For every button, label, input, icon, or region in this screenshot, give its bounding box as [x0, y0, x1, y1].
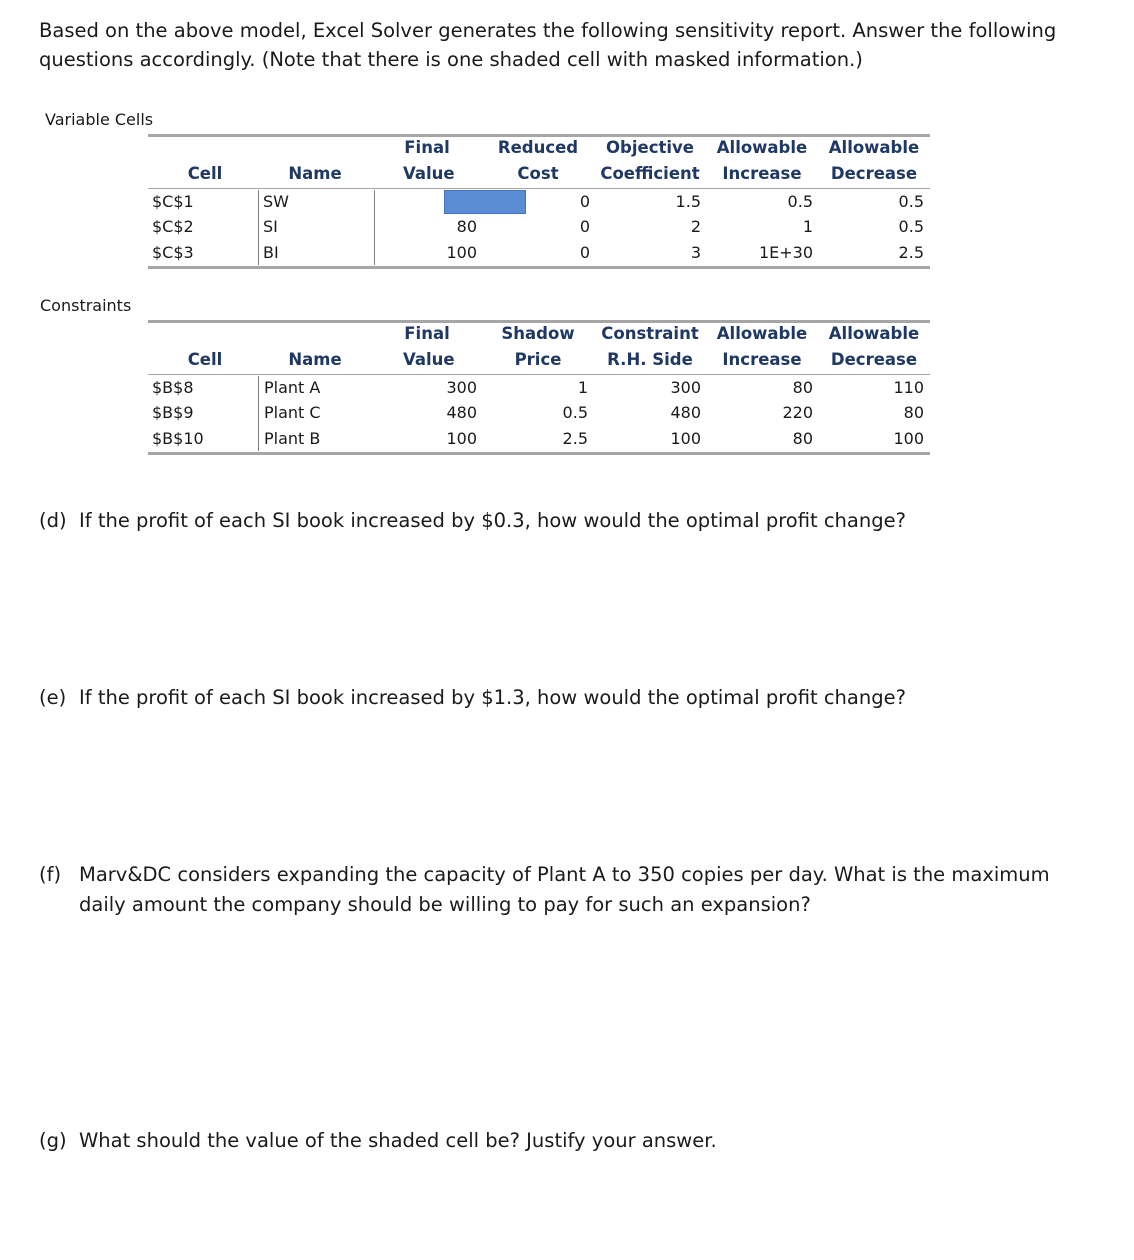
question-e	[39, 683, 1099, 715]
table-row-rhs: 480	[670, 403, 701, 422]
question-g-text: What should the value of the shaded cell be? Justify your answer.	[79, 1129, 717, 1152]
table-row-final: 80	[456, 217, 477, 236]
table-row-name: SI	[263, 217, 278, 236]
question-d-text: If the profit of each SI book increased by $0.3, how would the optimal profit change?	[79, 509, 906, 532]
header-shadow-top: Shadow	[501, 324, 575, 343]
header-final-top: Final	[404, 138, 450, 157]
table-row-shadow: 0.5	[562, 403, 588, 422]
table-row-objective: 3	[690, 243, 701, 262]
header-final-bottom: Value	[403, 164, 455, 183]
table-row-reduced: 0	[579, 243, 590, 262]
variable-cells-header-rule	[148, 188, 930, 189]
constraints-bottom-rule	[148, 452, 930, 455]
header-objective-bottom: Coefficient	[600, 164, 700, 183]
question-g-label: (g)	[39, 1129, 67, 1152]
table-row-cell: $C$1	[152, 192, 194, 211]
header-increase-bottom: Increase	[722, 164, 802, 183]
question-f	[39, 860, 1099, 924]
header-decrease-top: Allowable	[828, 138, 920, 157]
variable-cells-separator-2	[374, 190, 375, 265]
header-decrease-top: Allowable	[828, 324, 920, 343]
header-increase-top: Allowable	[716, 324, 808, 343]
table-row-shadow: 1	[577, 378, 588, 397]
question-f-label: (f)	[39, 863, 62, 886]
table-row-increase: 220	[782, 403, 813, 422]
header-reduced-bottom: Cost	[517, 164, 559, 183]
variable-cells-bottom-rule	[148, 266, 930, 269]
table-row-reduced: 0	[579, 217, 590, 236]
intro-line-1: Based on the above model, Excel Solver generates the following sensitivity report. Answer the following	[39, 19, 1057, 42]
header-cell: Cell	[187, 350, 223, 369]
header-rhs-bottom: R.H. Side	[607, 350, 693, 369]
header-final-bottom: Value	[403, 350, 455, 369]
table-row-decrease: 100	[893, 429, 924, 448]
header-rhs-top: Constraint	[601, 324, 699, 343]
table-row-final: 100	[446, 429, 477, 448]
question-e-label: (e)	[39, 686, 67, 709]
table-row-increase: 80	[792, 429, 813, 448]
constraints-header-rule	[148, 374, 930, 375]
header-decrease-bottom: Decrease	[830, 350, 918, 369]
question-g	[39, 1126, 1099, 1158]
table-row-name: Plant C	[264, 403, 321, 422]
table-row-final: 300	[446, 378, 477, 397]
header-final-top: Final	[404, 324, 450, 343]
table-row-final: 480	[446, 403, 477, 422]
table-row-increase: 0.5	[787, 192, 813, 211]
table-row-name: Plant B	[264, 429, 321, 448]
question-e-text: If the profit of each SI book increased by $1.3, how would the optimal profit change?	[79, 686, 906, 709]
table-row-reduced: 0	[579, 192, 590, 211]
table-row-objective: 1.5	[675, 192, 701, 211]
table-row-increase: 1E+30	[758, 243, 813, 262]
table-row-cell: $B$10	[152, 429, 204, 448]
table-row-cell: $C$2	[152, 217, 194, 236]
table-row-increase: 1	[802, 217, 813, 236]
table-row-cell: $B$9	[152, 403, 194, 422]
header-objective-top: Objective	[606, 138, 694, 157]
variable-cells-label: Variable Cells	[45, 110, 154, 129]
table-row-cell: $C$3	[152, 243, 194, 262]
header-decrease-bottom: Decrease	[830, 164, 918, 183]
intro-line-2: questions accordingly. (Note that there is one shaded cell with masked information.)	[39, 48, 863, 71]
table-row-objective: 2	[690, 217, 701, 236]
table-row-final: 100	[446, 243, 477, 262]
question-f-text-line-1: Marv&DC considers expanding the capacity of Plant A to 350 copies per day. What is the maximum	[79, 863, 1050, 886]
table-row-name: Plant A	[264, 378, 321, 397]
question-d	[39, 506, 1099, 538]
table-row-decrease: 2.5	[898, 243, 924, 262]
variable-cells-top-rule	[148, 134, 930, 137]
header-increase-bottom: Increase	[722, 350, 802, 369]
question-f-text-line-2: daily amount the company should be willing to pay for such an expansion?	[79, 893, 811, 916]
header-name: Name	[288, 350, 342, 369]
table-row-decrease: 0.5	[898, 192, 924, 211]
table-row-cell: $B$8	[152, 378, 194, 397]
table-row-name: BI	[263, 243, 279, 262]
table-row-name: SW	[263, 192, 289, 211]
header-shadow-bottom: Price	[514, 350, 562, 369]
table-row-increase: 80	[792, 378, 813, 397]
table-row-decrease: 80	[903, 403, 924, 422]
constraints-top-rule	[148, 320, 930, 323]
header-cell: Cell	[187, 164, 223, 183]
constraints-label: Constraints	[40, 296, 132, 315]
intro-paragraph	[39, 16, 1099, 74]
table-row-rhs: 100	[670, 429, 701, 448]
table-row-decrease: 110	[893, 378, 924, 397]
table-row-shadow: 2.5	[562, 429, 588, 448]
table-row-decrease: 0.5	[898, 217, 924, 236]
table-row-rhs: 300	[670, 378, 701, 397]
constraints-separator-1	[258, 376, 259, 451]
header-name: Name	[288, 164, 342, 183]
question-d-label: (d)	[39, 509, 67, 532]
header-increase-top: Allowable	[716, 138, 808, 157]
header-reduced-top: Reduced	[497, 138, 579, 157]
variable-cells-separator-1	[258, 190, 259, 265]
